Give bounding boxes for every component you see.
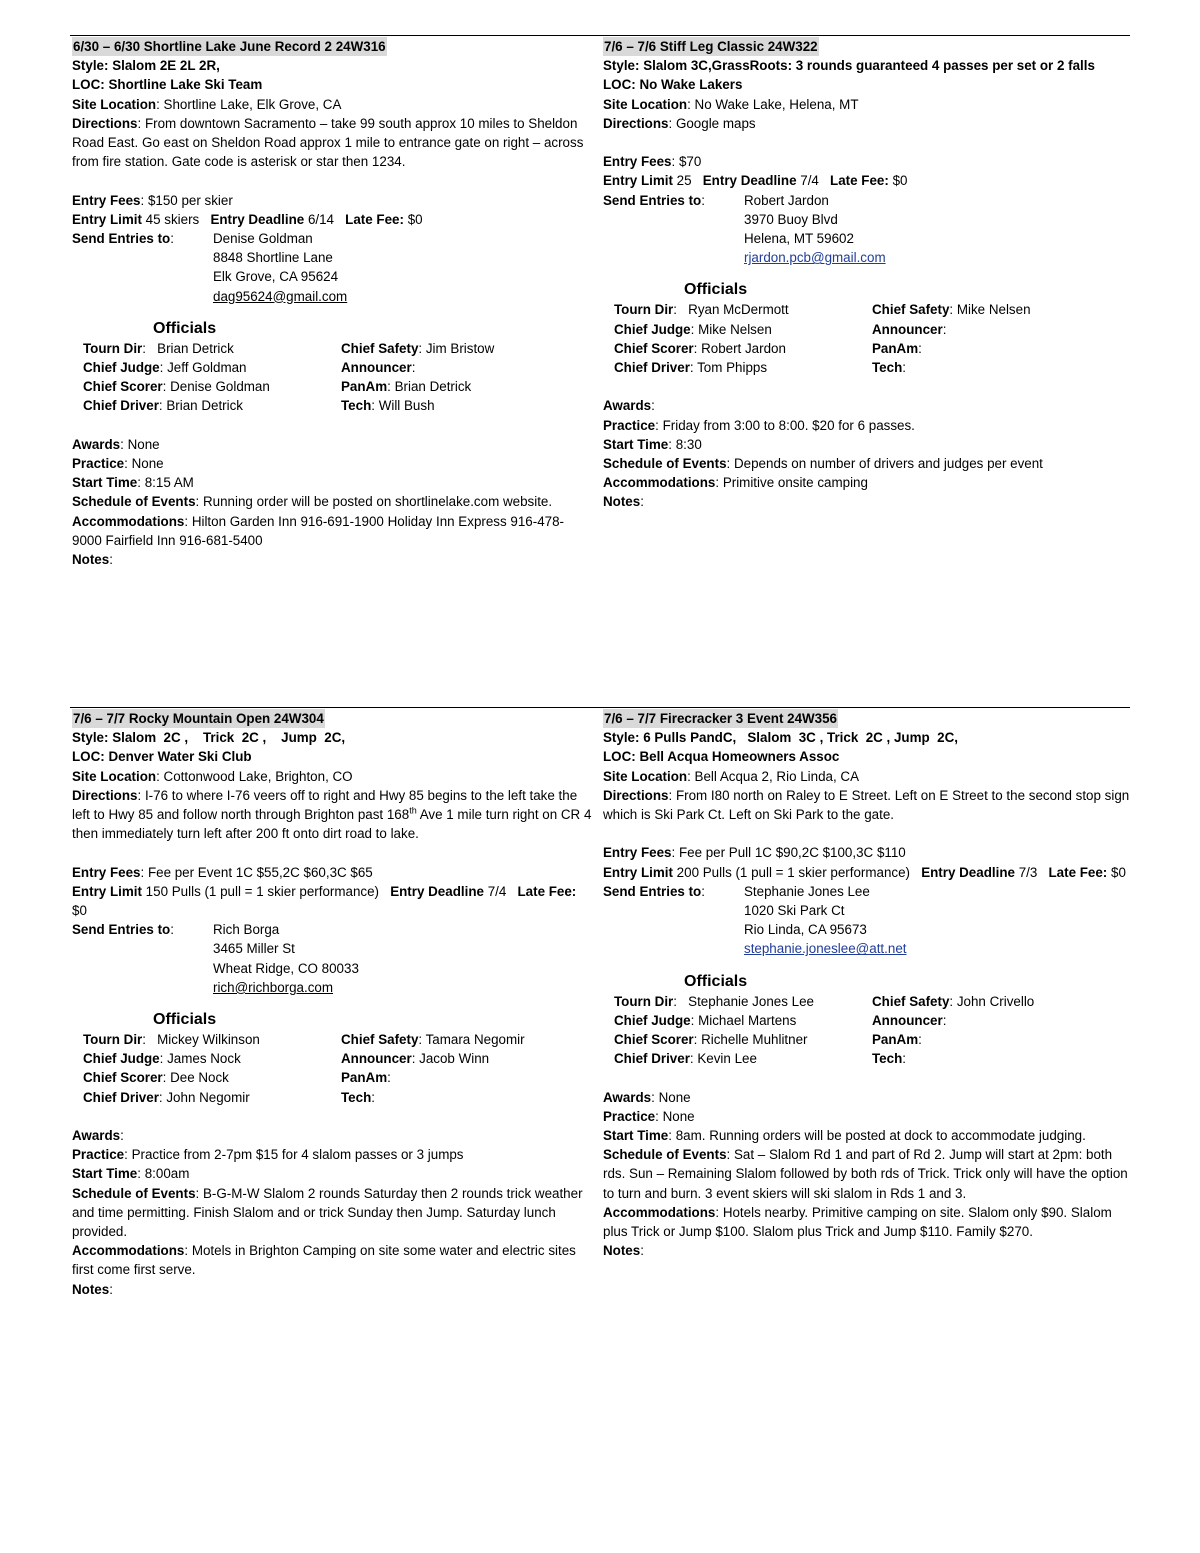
loc-value: Denver Water Ski Club: [108, 749, 252, 765]
start-time-label: Start Time: [72, 1166, 138, 1182]
practice-value: Friday from 3:00 to 8:00. $20 for 6 passes.: [662, 417, 915, 433]
deadline-label: Entry Deadline: [390, 883, 484, 899]
directions-value: I-76 to where I-76 veers off to right and Hwy 85 begins to the left take the left to Hwy 85 and follow north through Brighton past 168: [72, 787, 578, 823]
officials-heading: Officials: [153, 319, 217, 337]
send-entries-label: Send Entries to: [72, 922, 171, 938]
event-block-shortline: 6/30 – 6/30 Shortline Lake June Record 2 24W316 Style: Slalom 2E 2L 2R, LOC: Shortline Lake Ski Team Site Location: Shortline Lake, Elk Grove, CA Directions: From downtown Sacramento – take 99 south approx 10 miles to Sheldon Road East. Go east on Sheldon Road approx 1 mile to entrance gate on right – across from fire station. Gate code is asterisk or star then 1234. Entry Fees: $150 per skier Entry Limit 45 skiers Entry Deadline 6/14 Late Fee: $0 Send Entries to: Denise Goldman 8848 Shortline Lane Elk Grove, CA 95624 dag95624@gmail.com Officials Tourn Dir: Brian Detrick Chief Safety: Jim Bristow Chief Judge: Jeff Goldman Announcer: Chief Scorer: Denise Goldman PanAm: Brian Detrick Chief Driver: Brian Detrick Tech: Will Bush Awards: None Practice: None Start Time: 8:15 AM Schedule of Events: Running order will be posted on shortlinelake.com website. Accommodations: Hilton Garden Inn 916-691-1900 Holiday Inn Express 916-478-9000 Fairfield Inn 916-681-5400 Notes:: [72, 37, 592, 569]
practice-label: Practice: [72, 1147, 125, 1163]
email-link[interactable]: rjardon.pcb@gmail.com: [744, 250, 886, 266]
limit-value: 200 Pulls (1 pull = 1 skier performance): [676, 864, 911, 880]
style-label: Style:: [72, 730, 109, 746]
event-block-stiff-leg: 7/6 – 7/6 Stiff Leg Classic 24W322 Style: Slalom 3C,GrassRoots: 3 rounds guaranteed 4 passes per set or 2 falls LOC: No Wake Lakers Site Location: No Wake Lake, Helena, MT Directions: Google maps Entry Fees: $70 Entry Limit 25 Entry Deadline 7/4 Late Fee: $0 Send Entries to: Robert Jardon 3970 Buoy Blvd Helena, MT 59602 rjardon.pcb@gmail.com Officials Tourn Dir: Ryan McDermott Chief Safety: Mike Nelsen Chief Judge: Mike Nelsen Announcer: Chief Scorer: Robert Jardon PanAm: Chief Driver: Tom Phipps Tech: Awards: Practice: Friday from 3:00 to 8:00. $20 for 6 passes. Start Time: 8:30 Schedule of Events: Depends on number of drivers and judges per event Accommodations: Primitive onsite camping Notes:: [603, 37, 1130, 512]
accommodations-label: Accommodations: [603, 1204, 716, 1220]
event-title: 7/6 – 7/7 Rocky Mountain Open 24W304: [72, 709, 325, 728]
directions-value: Google maps: [675, 115, 756, 131]
chief-scorer: Denise Goldman: [170, 379, 270, 395]
directions-label: Directions: [72, 787, 138, 803]
send-address: [213, 229, 347, 306]
tech-label: Tech: [872, 359, 903, 375]
address-line: Stephanie Jones Lee: [744, 883, 870, 899]
announcer-label: Announcer: [872, 321, 943, 337]
chief-driver: Tom Phipps: [697, 359, 768, 375]
limit-value: 150 Pulls (1 pull = 1 skier performance): [145, 883, 380, 899]
tourn-dir-label: Tourn Dir: [83, 1032, 143, 1048]
site-value: No Wake Lake, Helena, MT: [694, 96, 859, 112]
site-value: Bell Acqua 2, Rio Linda, CA: [694, 768, 860, 784]
tourn-dir-label: Tourn Dir: [614, 993, 674, 1009]
start-time-label: Start Time: [72, 475, 138, 491]
fees-label: Entry Fees: [72, 192, 141, 208]
chief-scorer-label: Chief Scorer: [614, 1031, 694, 1047]
officials-heading: Officials: [684, 281, 748, 299]
late-fee-label: Late Fee:: [830, 173, 889, 189]
loc-value: No Wake Lakers: [639, 77, 743, 93]
deadline-label: Entry Deadline: [210, 211, 305, 227]
tourn-dir: Stephanie Jones Lee: [688, 993, 814, 1009]
schedule-label: Schedule of Events: [603, 1147, 727, 1163]
limit-label: Entry Limit: [603, 173, 673, 189]
deadline-value: 7/4: [487, 883, 507, 899]
announcer: Jacob Winn: [419, 1051, 490, 1067]
event-title: 7/6 – 7/7 Firecracker 3 Event 24W356: [603, 709, 838, 728]
late-fee-value: $0: [892, 173, 908, 189]
awards-value: None: [658, 1089, 691, 1105]
chief-safety: Jim Bristow: [425, 340, 495, 356]
chief-judge-label: Chief Judge: [614, 321, 691, 337]
schedule-value: B-G-M-W Slalom 2 rounds Saturday then 2 rounds trick weather and time permitting. Finish Slalom and or trick Sunday then Jump. Saturday lunch provided.: [72, 1185, 583, 1239]
notes-label: Notes: [603, 1243, 641, 1259]
late-fee-value: $0: [72, 903, 87, 919]
tourn-dir-label: Tourn Dir: [614, 302, 674, 318]
practice-value: None: [131, 455, 164, 471]
chief-driver-label: Chief Driver: [614, 1051, 690, 1067]
fees-value: Fee per Event 1C $55,2C $60,3C $65: [147, 864, 373, 880]
schedule-label: Schedule of Events: [603, 455, 727, 471]
address-line: 3970 Buoy Blvd: [744, 211, 838, 227]
chief-safety-label: Chief Safety: [872, 993, 950, 1009]
site-label: Site Location: [72, 768, 157, 784]
address-line: 1020 Ski Park Ct: [744, 903, 845, 918]
chief-safety: Mike Nelsen: [956, 302, 1031, 318]
awards-value: None: [127, 436, 160, 452]
style-value: Slalom 3C,GrassRoots: 3 rounds guaranteed 4 passes per set or 2 falls: [643, 58, 1095, 74]
event-title: 7/6 – 7/6 Stiff Leg Classic 24W322: [603, 37, 819, 56]
chief-judge-label: Chief Judge: [614, 1012, 691, 1028]
limit-value: 45 skiers: [145, 211, 200, 227]
send-entries-label: Send Entries to: [603, 192, 702, 208]
chief-driver: Brian Detrick: [166, 398, 244, 414]
officials-grid: Tourn Dir: Stephanie Jones Lee Chief Safety: John Crivello Chief Judge: Michael Martens Announcer: Chief Scorer: Richelle Muhlitner PanAm: Chief Driver: Kevin Lee Tech:: [614, 993, 1035, 1067]
style-label: Style:: [72, 58, 109, 74]
style-label: Style:: [603, 58, 640, 74]
notes-label: Notes: [603, 494, 641, 510]
directions-value: From I80 north on Raley to E Street. Left on E Street to the second stop sign which is Ski Park Ct. Left on Ski Park to the gate.: [603, 787, 1130, 823]
address-line: Denise Goldman: [213, 231, 313, 247]
directions-label: Directions: [603, 115, 669, 131]
schedule-label: Schedule of Events: [72, 1185, 196, 1201]
start-time-value: 8:15 AM: [144, 475, 194, 491]
officials-heading: Officials: [153, 1011, 217, 1029]
start-time-value: 8:30: [675, 436, 702, 452]
chief-safety: John Crivello: [956, 993, 1035, 1009]
chief-judge: Mike Nelsen: [698, 321, 772, 337]
site-value: Cottonwood Lake, Brighton, CO: [163, 768, 353, 784]
panam-label: PanAm: [341, 379, 388, 395]
schedule-label: Schedule of Events: [72, 494, 196, 510]
address-line: Wheat Ridge, CO 80033: [213, 960, 359, 976]
chief-scorer-label: Chief Scorer: [614, 340, 694, 356]
chief-scorer: Dee Nock: [170, 1070, 229, 1086]
fees-value: $150 per skier: [147, 192, 233, 208]
style-value: Slalom 2E 2L 2R,: [112, 58, 220, 74]
limit-value: 25: [676, 173, 692, 189]
loc-value: Bell Acqua Homeowners Assoc: [639, 749, 840, 765]
tech: Will Bush: [378, 398, 435, 414]
accommodations-label: Accommodations: [72, 1243, 185, 1259]
ordinal-suffix: th: [409, 805, 417, 816]
top-rule: [70, 35, 1130, 36]
deadline-label: Entry Deadline: [921, 864, 1015, 880]
officials-grid: Tourn Dir: Brian Detrick Chief Safety: Jim Bristow Chief Judge: Jeff Goldman Announcer: Chief Scorer: Denise Goldman PanAm: Brian Detrick Chief Driver: Brian Detrick Tech: Will Bush: [83, 340, 495, 414]
chief-driver-label: Chief Driver: [83, 1089, 159, 1105]
practice-label: Practice: [603, 1108, 656, 1124]
loc-value: Shortline Lake Ski Team: [108, 77, 263, 93]
tech-label: Tech: [872, 1051, 903, 1067]
deadline-value: 6/14: [307, 211, 334, 227]
fees-label: Entry Fees: [603, 845, 672, 861]
directions-label: Directions: [603, 787, 669, 803]
notes-label: Notes: [72, 551, 110, 567]
awards-label: Awards: [72, 436, 121, 452]
chief-driver: Kevin Lee: [697, 1051, 757, 1067]
site-label: Site Location: [603, 768, 688, 784]
site-label: Site Location: [72, 96, 157, 112]
loc-label: LOC: [72, 77, 101, 93]
announcer-label: Announcer: [341, 360, 412, 375]
tech-label: Tech: [341, 1089, 372, 1105]
email-link[interactable]: dag95624@gmail.com: [213, 288, 348, 304]
event-title: 6/30 – 6/30 Shortline Lake June Record 2 24W316: [72, 37, 387, 56]
chief-driver-label: Chief Driver: [614, 359, 690, 375]
loc-label: LOC: [603, 77, 632, 93]
practice-value: None: [662, 1108, 695, 1124]
event-block-firecracker: 7/6 – 7/7 Firecracker 3 Event 24W356 Style: 6 Pulls PandC, Slalom 3C , Trick 2C , Jump 2C, LOC: Bell Acqua Homeowners Assoc Site Location: Bell Acqua 2, Rio Linda, CA Directions: From I80 north on Raley to E Street. Left on E Street to the second stop sign which is Ski Park Ct. Left on Ski Park to the gate. Entry Fees: Fee per Pull 1C $90,2C $100,3C $110 Entry Limit 200 Pulls (1 pull = 1 skier performance) Entry Deadline 7/3 Late Fee: $0 Send Entries to: Stephanie Jones Lee 1020 Ski Park Ct Rio Linda, CA 95673 stephanie.joneslee@att.net Officials Tourn Dir: Stephanie Jones Lee Chief Safety: John Crivello Chief Judge: Michael Martens Announcer: Chief Scorer: Richelle Muhlitner PanAm: Chief Driver: Kevin Lee Tech: Awards: None Practice: None Start Time: 8am. Running orders will be posted at dock to accommodate judging. Schedule of Events: Sat – Slalom Rd 1 and part of Rd 2. Jump will start at 2pm: both rds. Sun – Remaining Slalom followed by both rds of Trick. Trick only will have the option to turn and burn. 3 event skiers will ski slalom in Rds 1 and 3. Accommodations: Hotels nearby. Primitive camping on site. Slalom only $90. Slalom plus Trick or Jump $100. Slalom plus Trick and Jump $110. Family $270. Notes:: [603, 711, 1130, 1259]
accommodations-value: Hotels nearby. Primitive camping on site. Slalom only $90. Slalom plus Trick or Jump $100. Slalom plus Trick and Jump $110. Family $270.: [603, 1204, 1112, 1239]
site-label: Site Location: [603, 96, 688, 112]
tourn-dir: Mickey Wilkinson: [157, 1032, 260, 1048]
start-time-value: 8:00am: [144, 1166, 190, 1182]
tourn-dir: Ryan McDermott: [688, 302, 789, 318]
awards-label: Awards: [72, 1127, 121, 1143]
late-fee-label: Late Fee:: [1048, 864, 1108, 880]
deadline-label: Entry Deadline: [702, 173, 797, 189]
address-line: Rich Borga: [213, 922, 280, 938]
chief-driver-label: Chief Driver: [83, 398, 159, 414]
awards-label: Awards: [603, 1089, 652, 1105]
tourn-dir-label: Tourn Dir: [83, 340, 143, 356]
schedule-value: Sat – Slalom Rd 1 and part of Rd 2. Jump will start at 2pm: both rds. Sun – Remaining Slalom followed by both rds of Trick. Trick only will have the option to turn and burn. 3 event skiers will ski slalom in Rds 1 and 3.: [603, 1147, 1128, 1201]
awards-label: Awards: [603, 398, 652, 414]
chief-judge-label: Chief Judge: [83, 1051, 160, 1067]
practice-label: Practice: [72, 455, 125, 471]
deadline-value: 7/4: [800, 173, 819, 189]
late-fee-label: Late Fee:: [517, 883, 577, 899]
address-line: Robert Jardon: [744, 192, 829, 208]
late-fee-label: Late Fee:: [345, 211, 404, 227]
style-value: 6 Pulls PandC, Slalom 3C , Trick 2C , Jump 2C,: [643, 730, 958, 746]
panam-label: PanAm: [872, 340, 919, 356]
address-line: 3465 Miller St: [213, 941, 295, 957]
chief-judge: Jeff Goldman: [167, 360, 247, 375]
chief-safety-label: Chief Safety: [341, 340, 419, 356]
chief-judge: Michael Martens: [698, 1012, 797, 1028]
loc-label: LOC: [603, 749, 632, 765]
fees-value: Fee per Pull 1C $90,2C $100,3C $110: [678, 845, 906, 861]
accommodations-value: Primitive onsite camping: [722, 475, 868, 491]
accommodations-value: Motels in Brighton Camping on site some water and electric sites first come first serve.: [72, 1243, 576, 1278]
chief-safety-label: Chief Safety: [341, 1032, 419, 1048]
middle-rule: [70, 707, 1130, 708]
accommodations-label: Accommodations: [72, 513, 185, 529]
schedule-value: Depends on number of drivers and judges per event: [733, 455, 1043, 471]
late-fee-value: $0: [407, 211, 423, 227]
chief-safety-label: Chief Safety: [872, 302, 950, 318]
practice-label: Practice: [603, 417, 656, 433]
schedule-value: Running order will be posted on shortlinelake.com website.: [202, 494, 553, 510]
fees-label: Entry Fees: [72, 864, 141, 880]
address-line: 8848 Shortline Lane: [213, 250, 333, 266]
practice-value: Practice from 2-7pm $15 for 4 slalom passes or 3 jumps: [131, 1147, 464, 1163]
chief-judge-label: Chief Judge: [83, 360, 160, 375]
officials-grid: Tourn Dir: Mickey Wilkinson Chief Safety: Tamara Negomir Chief Judge: James Nock Announcer: Jacob Winn Chief Scorer: Dee Nock PanAm: Chief Driver: John Negomir Tech:: [83, 1032, 525, 1105]
notes-label: Notes: [72, 1281, 110, 1297]
directions-value: From downtown Sacramento – take 99 south approx 10 miles to Sheldon Road East. Go east on Sheldon Road approx 1 mile to entrance gate on right – across from fire station. Gate code is asterisk or star then 1234.: [72, 115, 584, 170]
start-time-value: 8am. Running orders will be posted at dock to accommodate judging.: [675, 1127, 1086, 1143]
directions-label: Directions: [72, 115, 138, 131]
send-entries-label: Send Entries to: [603, 883, 702, 899]
announcer-label: Announcer: [341, 1051, 412, 1067]
directions-value-cont: Ave 1 mile turn right on CR 4 then immediately turn left after 200 ft onto dirt road to lake.: [72, 807, 592, 842]
chief-scorer-label: Chief Scorer: [83, 1070, 163, 1086]
send-entries-label: Send Entries to: [72, 231, 171, 247]
event-block-rocky-mountain: 7/6 – 7/7 Rocky Mountain Open 24W304 Style: Slalom 2C , Trick 2C , Jump 2C, LOC: Denver Water Ski Club Site Location: Cottonwood Lake, Brighton, CO Directions: I-76 to where I-76 veers off to right and Hwy 85 begins to the left take the left to Hwy 85 and follow north through Brighton past 168th Ave 1 mile turn right on CR 4 then immediately turn left after 200 ft onto dirt road to lake. Entry Fees: Fee per Event 1C $55,2C $60,3C $65 Entry Limit 150 Pulls (1 pull = 1 skier performance) Entry Deadline 7/4 Late Fee: $0 Send Entries to: Rich Borga 3465 Miller St Wheat Ridge, CO 80033 rich@richborga.com Officials Tourn Dir: Mickey Wilkinson Chief Safety: Tamara Negomir Chief Judge: James Nock Announcer: Jacob Winn Chief Scorer: Dee Nock PanAm: Chief Driver: John Negomir Tech: Awards: Practice: Practice from 2-7pm $15 for 4 slalom passes or 3 jumps Start Time: 8:00am Schedule of Events: B-G-M-W Slalom 2 rounds Saturday then 2 rounds trick weather and time permitting. Finish Slalom and or trick Sunday then Jump. Saturday lunch provided. Accommodations: Motels in Brighton Camping on site some water and electric sites first come first serve. Notes:: [72, 711, 592, 1297]
chief-safety: Tamara Negomir: [425, 1032, 525, 1048]
send-address: [213, 920, 359, 997]
panam: Brian Detrick: [394, 379, 472, 395]
chief-scorer-label: Chief Scorer: [83, 379, 163, 395]
address-line: Rio Linda, CA 95673: [744, 922, 867, 938]
accommodations-label: Accommodations: [603, 475, 716, 491]
start-time-label: Start Time: [603, 1127, 669, 1143]
limit-label: Entry Limit: [72, 883, 142, 899]
style-label: Style:: [603, 730, 640, 746]
officials-heading: Officials: [684, 972, 748, 990]
send-address: [744, 882, 907, 959]
chief-scorer: Richelle Muhlitner: [701, 1031, 808, 1047]
address-line: Helena, MT 59602: [744, 230, 854, 246]
panam-label: PanAm: [872, 1031, 919, 1047]
announcer-label: Announcer: [872, 1012, 943, 1028]
email-link[interactable]: rich@richborga.com: [213, 979, 334, 995]
send-address: [744, 191, 886, 268]
site-value: Shortline Lake, Elk Grove, CA: [163, 96, 342, 112]
fees-value: $70: [678, 154, 702, 170]
tourn-dir: Brian Detrick: [157, 340, 234, 356]
limit-label: Entry Limit: [72, 211, 142, 227]
loc-label: LOC: [72, 749, 101, 765]
email-link[interactable]: stephanie.joneslee@att.net: [744, 941, 907, 957]
officials-grid: Tourn Dir: Ryan McDermott Chief Safety: Mike Nelsen Chief Judge: Mike Nelsen Announcer: Chief Scorer: Robert Jardon PanAm: Chief Driver: Tom Phipps Tech:: [614, 302, 1031, 375]
panam-label: PanAm: [341, 1070, 388, 1086]
deadline-value: 7/3: [1018, 864, 1038, 880]
accommodations-value: Hilton Garden Inn 916-691-1900 Holiday Inn Express 916-478-9000 Fairfield Inn 916-681-5400: [72, 513, 565, 548]
start-time-label: Start Time: [603, 436, 669, 452]
tech-label: Tech: [341, 398, 372, 414]
address-line: Elk Grove, CA 95624: [213, 269, 339, 285]
late-fee-value: $0: [1111, 864, 1126, 880]
limit-label: Entry Limit: [603, 864, 673, 880]
style-value: Slalom 2C , Trick 2C , Jump 2C,: [112, 730, 346, 746]
chief-scorer: Robert Jardon: [701, 340, 786, 356]
fees-label: Entry Fees: [603, 154, 672, 170]
chief-driver: John Negomir: [166, 1089, 250, 1105]
chief-judge: James Nock: [167, 1051, 241, 1067]
